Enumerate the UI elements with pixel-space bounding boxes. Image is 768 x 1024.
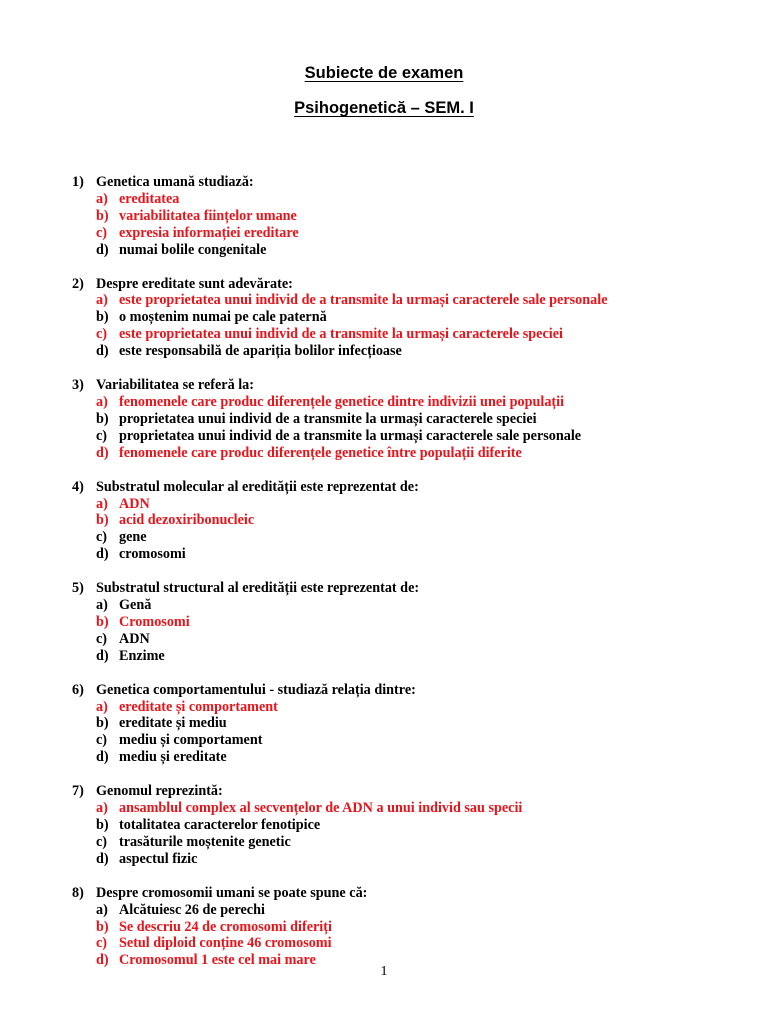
answer-text: Genă	[119, 597, 152, 614]
answer-option-correct	[72, 614, 712, 631]
answer-letter: c)	[96, 224, 108, 241]
answer-letter: b)	[96, 918, 109, 935]
answer-letter: a)	[96, 800, 108, 817]
answer-letter: a)	[96, 495, 108, 512]
question-text: Genomul reprezintă:	[96, 783, 223, 800]
answer-text: variabilitatea ființelor umane	[119, 207, 297, 224]
answer-option	[72, 411, 712, 428]
question-item	[72, 377, 712, 462]
answer-letter: a)	[96, 901, 108, 918]
question-number: 1)	[72, 174, 84, 190]
answer-text: totalitatea caracterelor fenotipice	[119, 817, 321, 833]
answer-option	[72, 648, 712, 665]
question-number: 3)	[72, 377, 84, 394]
answer-option	[72, 309, 712, 326]
answer-letter: a)	[96, 597, 108, 614]
answer-text: expresia informației ereditare	[119, 224, 299, 241]
question-line	[72, 276, 712, 293]
answer-letter: a)	[96, 698, 108, 715]
answer-letter: b)	[96, 715, 109, 732]
question-line	[72, 682, 712, 699]
answer-option-correct	[72, 935, 712, 952]
answer-text: este proprietatea unui individ de a transmite la urmași caracterele sale personale	[119, 292, 608, 309]
question-number: 6)	[72, 681, 84, 698]
answer-text: fenomenele care produc diferențele genetice dintre indivizii unei populații	[119, 393, 565, 410]
answer-letter: c)	[96, 326, 108, 343]
answer-option	[72, 834, 712, 851]
page-title: Subiecte de examen	[304, 64, 464, 82]
answer-option	[72, 529, 712, 546]
answer-letter: d)	[96, 850, 109, 867]
answer-option-correct	[72, 225, 712, 242]
answer-option	[72, 546, 712, 563]
answer-text: ereditate și comportament	[119, 698, 278, 715]
question-line	[72, 885, 712, 902]
answer-text: cromosomi	[119, 546, 186, 563]
question-line	[72, 580, 712, 597]
question-line	[72, 174, 712, 191]
answer-option	[72, 902, 712, 919]
answer-letter: b)	[96, 309, 109, 326]
answer-option-correct	[72, 800, 712, 817]
answer-text: Cromosomul 1 este cel mai mare	[119, 952, 316, 969]
answer-option	[72, 749, 712, 766]
answer-text: ADN	[119, 630, 150, 647]
page-subtitle: Psihogenetică – SEM. I	[294, 99, 474, 117]
page-number: 1	[380, 964, 388, 979]
answer-option	[72, 631, 712, 648]
answer-letter: b)	[96, 410, 109, 427]
question-line	[72, 377, 712, 394]
answer-letter: d)	[96, 647, 109, 664]
answer-text: o moștenim numai pe cale paternă	[119, 309, 327, 326]
answer-text: Se descriu 24 de cromosomi diferiți	[119, 918, 332, 935]
question-text: Despre ereditate sunt adevărate:	[96, 275, 293, 292]
answer-letter: d)	[96, 546, 109, 563]
answer-letter: b)	[96, 817, 109, 833]
answer-letter: d)	[96, 343, 109, 360]
answer-text: mediu și ereditate	[119, 749, 227, 766]
answer-letter: b)	[96, 207, 109, 224]
answer-letter: c)	[96, 630, 108, 647]
answer-text: fenomenele care produc diferențele genetice între populații diferite	[119, 444, 522, 461]
question-item	[72, 174, 712, 259]
question-item	[72, 580, 712, 665]
answer-option-correct	[72, 919, 712, 936]
answer-letter: c)	[96, 427, 108, 444]
answer-letter: c)	[96, 529, 108, 546]
answer-option-correct	[72, 496, 712, 513]
answer-text: Setul diploid conține 46 cromosomi	[119, 935, 332, 952]
question-item	[72, 276, 712, 361]
question-text: Genetica umană studiază:	[96, 174, 254, 190]
answer-option-correct	[72, 191, 712, 208]
answer-option-correct	[72, 326, 712, 343]
question-number: 7)	[72, 783, 84, 800]
question-text: Substratul structural al eredității este reprezentat de:	[96, 580, 420, 597]
answer-text: trasăturile moștenite genetic	[119, 833, 291, 850]
question-number: 4)	[72, 478, 84, 495]
question-number: 8)	[72, 884, 84, 901]
answer-option	[72, 715, 712, 732]
question-item	[72, 885, 712, 970]
question-text: Variabilitatea se referă la:	[96, 377, 254, 394]
answer-text: aspectul fizic	[119, 850, 198, 867]
question-item	[72, 783, 712, 868]
answer-option	[72, 343, 712, 360]
answer-option	[72, 817, 712, 834]
question-item	[72, 479, 712, 564]
answer-letter: b)	[96, 512, 109, 529]
answer-option-correct	[72, 208, 712, 225]
question-number: 2)	[72, 275, 84, 292]
answer-text: ADN	[119, 495, 150, 512]
answer-option	[72, 597, 712, 614]
answer-option-correct	[72, 445, 712, 462]
answer-option	[72, 428, 712, 445]
answer-letter: d)	[96, 952, 109, 969]
question-text: Despre cromosomii umani se poate spune că:	[96, 884, 368, 901]
answer-option	[72, 851, 712, 868]
answer-letter: c)	[96, 935, 108, 952]
answer-text: proprietatea unui individ de a transmite la urmași caracterele sale personale	[119, 427, 582, 444]
question-line	[72, 479, 712, 496]
answer-letter: c)	[96, 833, 108, 850]
answer-text: Enzime	[119, 647, 165, 664]
answer-text: gene	[119, 529, 147, 546]
answer-letter: a)	[96, 190, 108, 207]
answer-text: ereditatea	[119, 190, 180, 207]
answer-option-correct	[72, 394, 712, 411]
answer-option-correct	[72, 292, 712, 309]
answer-option-correct	[72, 512, 712, 529]
question-text: Genetica comportamentului - studiază relația dintre:	[96, 681, 416, 698]
answer-text: Cromosomi	[119, 613, 190, 630]
answer-text: este proprietatea unui individ de a transmite la urmași caracterele speciei	[119, 326, 563, 343]
answer-text: numai bolile congenitale	[119, 241, 267, 258]
title-block	[0, 64, 768, 118]
answer-letter: a)	[96, 393, 108, 410]
answer-text: acid dezoxiribonucleic	[119, 512, 255, 529]
answer-letter: d)	[96, 444, 109, 461]
answer-text: este responsabilă de apariția bolilor infecțioase	[119, 343, 402, 360]
question-text: Substratul molecular al eredității este reprezentat de:	[96, 478, 419, 495]
answer-option	[72, 732, 712, 749]
answer-text: Alcătuiesc 26 de perechi	[119, 901, 265, 918]
answer-text: ansamblul complex al secvențelor de ADN a unui individ sau specii	[119, 800, 523, 817]
answer-letter: d)	[96, 241, 109, 258]
answer-letter: d)	[96, 749, 109, 766]
question-list	[72, 174, 712, 986]
answer-letter: c)	[96, 732, 108, 749]
answer-option	[72, 242, 712, 259]
answer-letter: a)	[96, 292, 108, 309]
answer-text: mediu și comportament	[119, 732, 263, 749]
answer-text: ereditate și mediu	[119, 715, 227, 732]
answer-text: proprietatea unui individ de a transmite la urmași caracterele speciei	[119, 410, 537, 427]
question-number: 5)	[72, 580, 84, 597]
question-line	[72, 783, 712, 800]
answer-option-correct	[72, 699, 712, 716]
question-item	[72, 682, 712, 767]
answer-letter: b)	[96, 613, 109, 630]
